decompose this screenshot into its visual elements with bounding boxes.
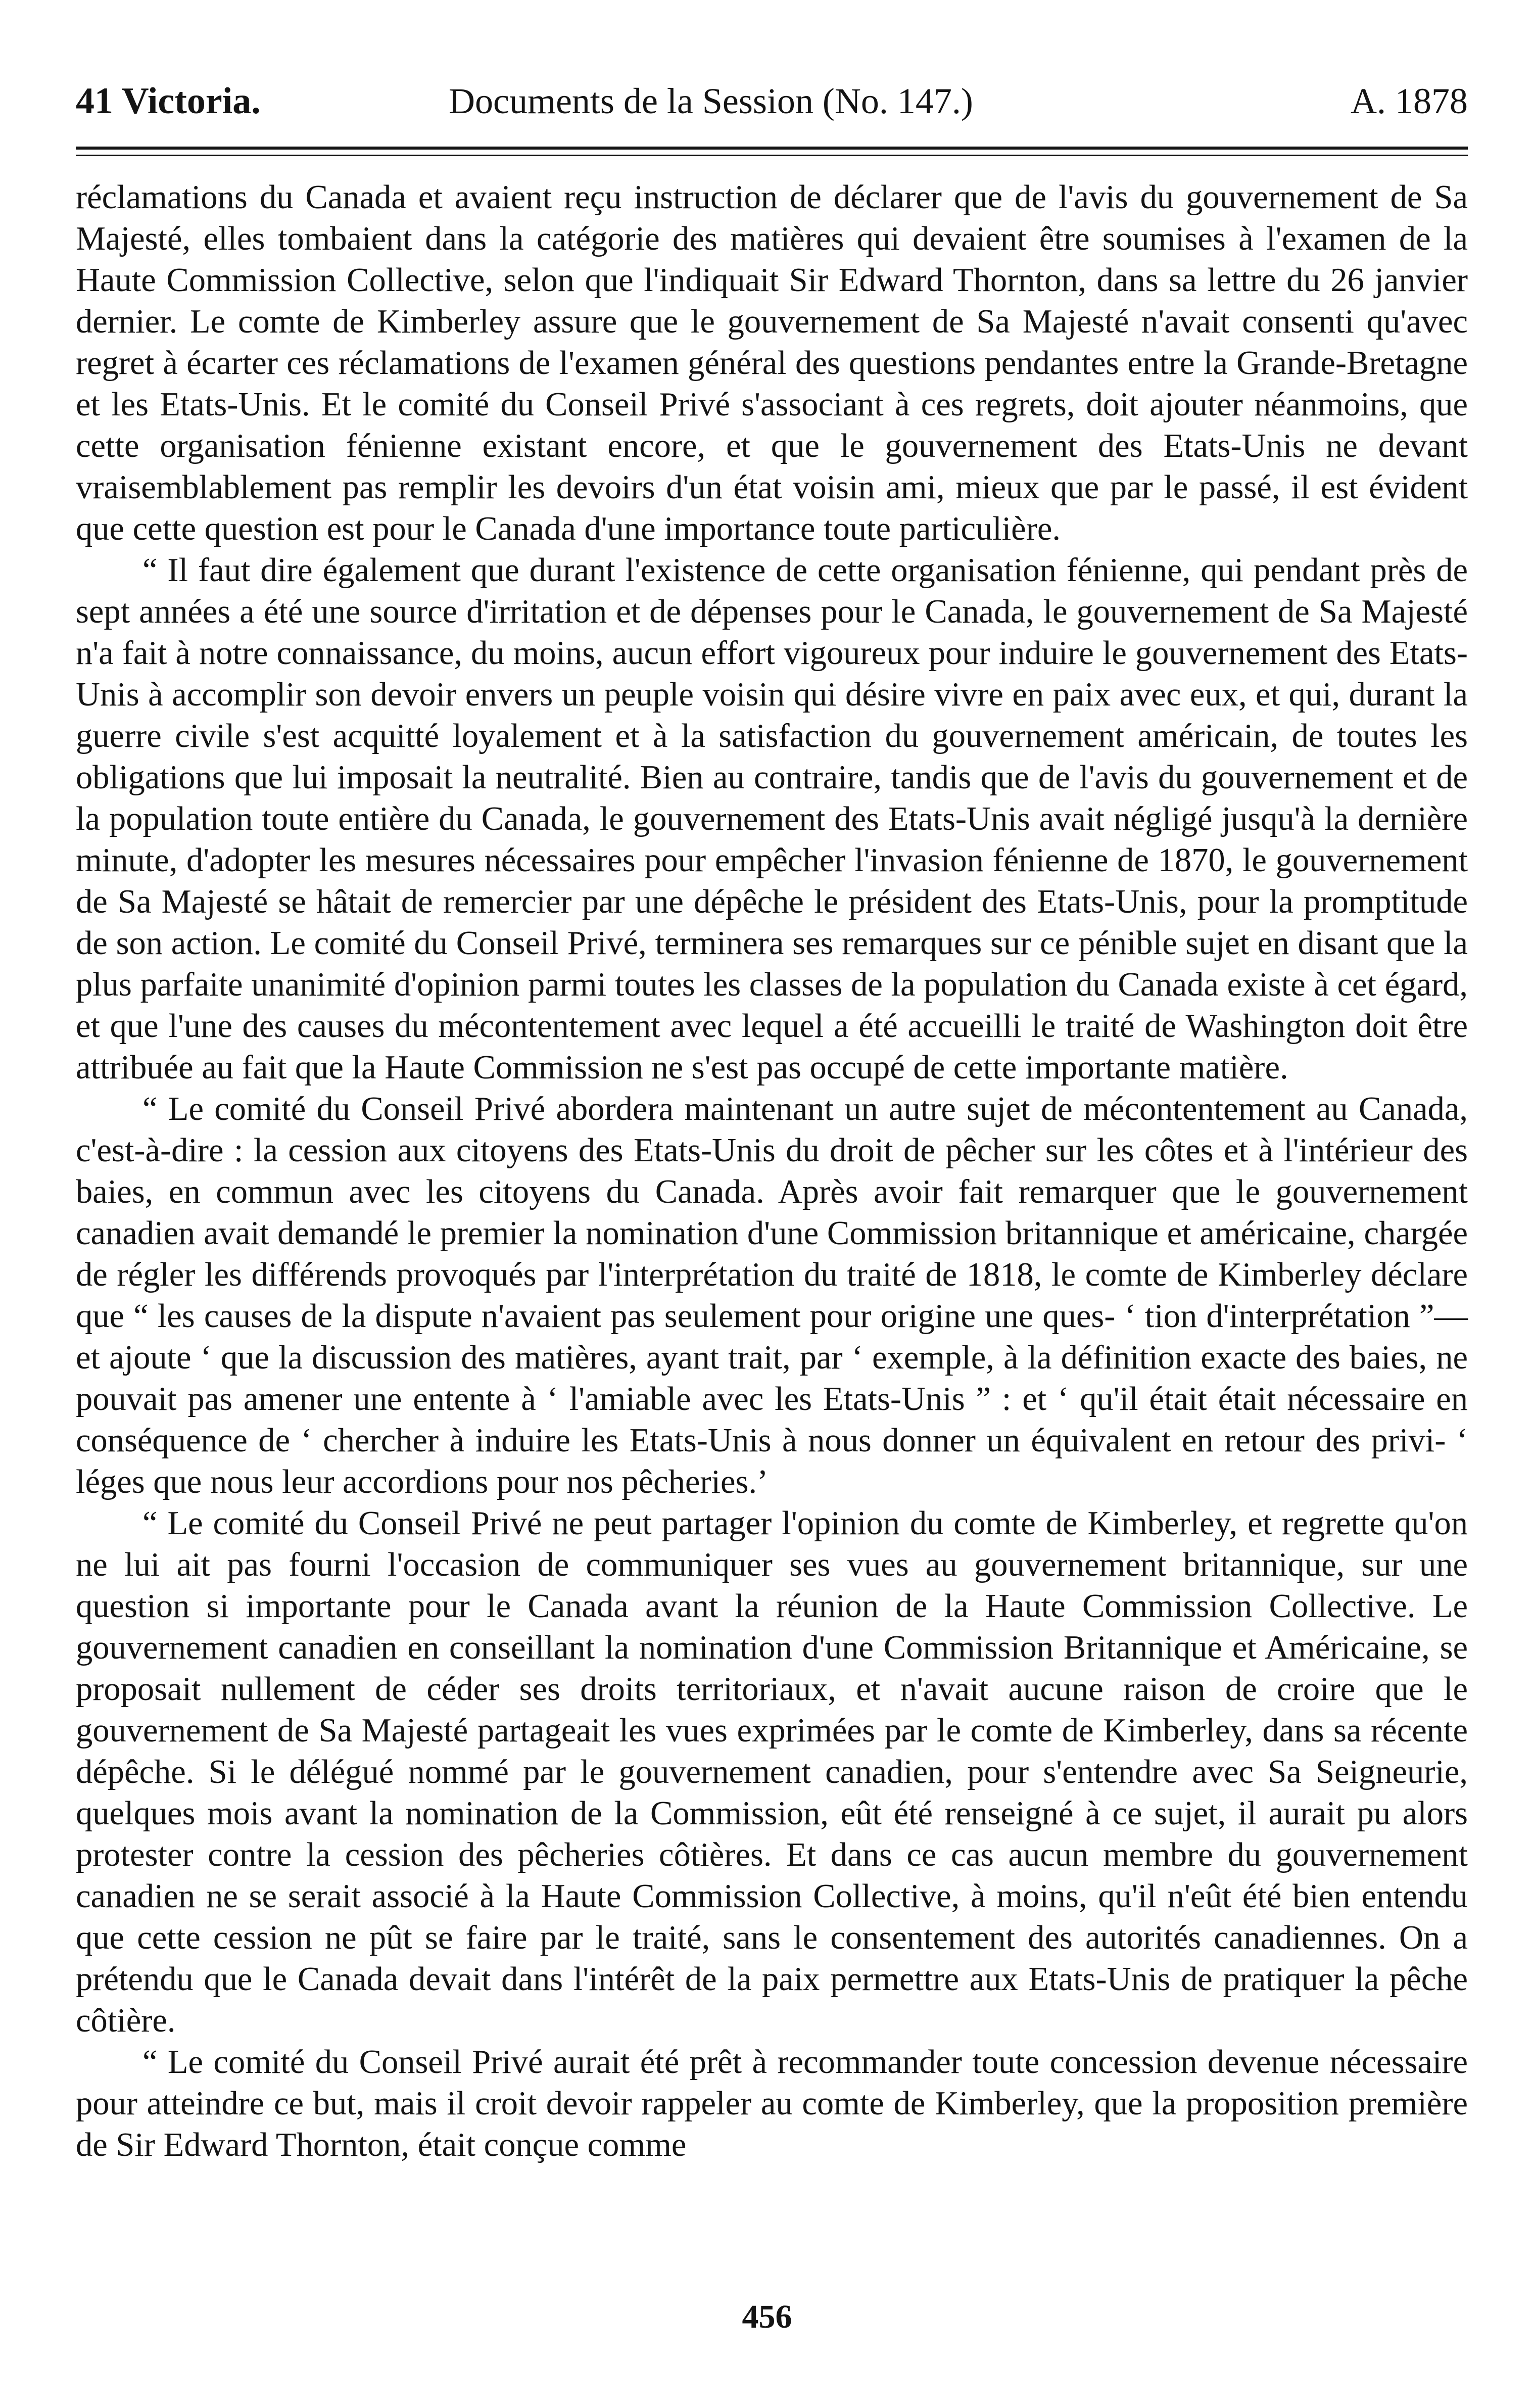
paragraph: “ Le comité du Conseil Privé abordera maintenant un autre sujet de mécontentement au Canada, c'est-à-dire : la cession aux citoyens des Etats-Unis du droit de pêcher sur les côtes et à l'intérieur des baies, en commun avec les citoyens du Canada. Après avoir fait remarquer que le gouvernement canadien avait demandé le premier la nomination d'une Commission britannique et américaine, chargée de régler les différends provoqués par l'interprétation du traité de 1818, le comte de Kimberley déclare que “ les causes de la dispute n'avaient pas seulement pour origine une ques- ‘ tion d'interprétation ”—et ajoute ‘ que la discussion des matières, ayant trait, par ‘ exemple, à la définition exacte des baies, ne pouvait pas amener une entente à ‘ l'amiable avec les Etats-Unis ” : et ‘ qu'il était était nécessaire en conséquence de ‘ chercher à induire les Etats-Unis à nous donner un équivalent en retour des privi- ‘ léges que nous leur accordions pour nos pêcheries.’ [76, 1091, 1468, 1500]
page-body [76, 177, 1468, 2166]
paragraph: “ Le comité du Conseil Privé ne peut partager l'opinion du comte de Kimberley, et regrette qu'on ne lui ait pas fourni l'occasion de communiquer ses vues au gouvernement britannique, sur une question si importante pour le Canada avant la réunion de la Haute Commission Collective. Le gouvernement canadien en conseillant la nomination d'une Commission Britannique et Américaine, se proposait nullement de céder ses droits territoriaux, et n'avait aucune raison de croire que le gouvernement de Sa Majesté partageait les vues exprimées par le comte de Kimberley, dans sa récente dépêche. Si le délégué nommé par le gouvernement canadien, pour s'entendre avec Sa Seigneurie, quelques mois avant la nomination de la Commission, eût été renseigné à ce sujet, il aurait pu alors protester contre la cession des pêcheries côtières. Et dans ce cas aucun membre du gouvernement canadien ne se serait associé à la Haute Commission Collective, à moins, qu'il n'eût été bien entendu que cette cession ne pût se faire par le traité, sans le consentement des autorités canadiennes. On a prétendu que le Canada devait dans l'intérêt de la paix permettre aux Etats-Unis de pratiquer la pêche côtière. [76, 1505, 1468, 2039]
page-number: 456 [742, 2298, 792, 2335]
header-regnal-year: 41 Victoria. [76, 80, 261, 122]
header-rule-thick [76, 147, 1468, 150]
paragraph: “ Le comité du Conseil Privé aurait été prêt à recommander toute concession devenue nécessaire pour atteindre ce but, mais il croit devoir rappeler au comte de Kimberley, que la proposition première de Sir Edward Thornton, était conçue comme [76, 2044, 1468, 2163]
header-rule-thin [76, 155, 1468, 156]
header-title: Documents de la Session (No. 147.) [449, 81, 973, 121]
paragraph: “ Il faut dire également que durant l'existence de cette organisation fénienne, qui pendant près de sept années a été une source d'irritation et de dépenses pour le Canada, le gouvernement de Sa Majesté n'a fait à notre connaissance, du moins, aucun effort vigoureux pour induire le gouvernement des Etats-Unis à accomplir son devoir envers un peuple voisin qui désire vivre en paix avec eux, et qui, durant la guerre civile s'est acquitté loyalement et à la satisfaction du gouvernement américain, de toutes les obligations que lui imposait la neutralité. Bien au contraire, tandis que de l'avis du gouvernement et de la population toute entière du Canada, le gouvernement des Etats-Unis avait négligé jusqu'à la dernière minute, d'adopter les mesures nécessaires pour empêcher l'invasion fénienne de 1870, le gouvernement de Sa Majesté se hâtait de remercier par une dépêche le président des Etats-Unis, pour la promptitude de son action. Le comité du Conseil Privé, terminera ses remarques sur ce pénible sujet en disant que la plus parfaite unanimité d'opinion parmi toutes les classes de la population du Canada existe à cet égard, et que l'une des causes du mécontentement avec lequel a été accueilli le traité de Washington doit être attribuée au fait que la Haute Commission ne s'est pas occupé de cette importante matière. [76, 552, 1468, 1086]
paragraph-continued: réclamations du Canada et avaient reçu instruction de déclarer que de l'avis du gouvernement de Sa Majesté, elles tombaient dans la catégorie des matières qui devaient être soumises à l'examen de la Haute Commission Collective, selon que l'indiquait Sir Edward Thornton, dans sa lettre du 26 janvier dernier. Le comte de Kimberley assure que le gouvernement de Sa Majesté n'avait consenti qu'avec regret à écarter ces réclamations de l'examen général des questions pendantes entre la Grande-Bretagne et les Etats-Unis. Et le comité du Conseil Privé s'associant à ces regrets, doit ajouter néanmoins, que cette organisation fénienne existant encore, et que le gouvernement des Etats-Unis ne devant vraisemblablement pas remplir les devoirs d'un état voisin ami, mieux que par le passé, il est évident que cette question est pour le Canada d'une importance toute particulière. [76, 179, 1468, 547]
header-year: A. 1878 [1351, 81, 1468, 121]
running-header [76, 76, 1468, 126]
